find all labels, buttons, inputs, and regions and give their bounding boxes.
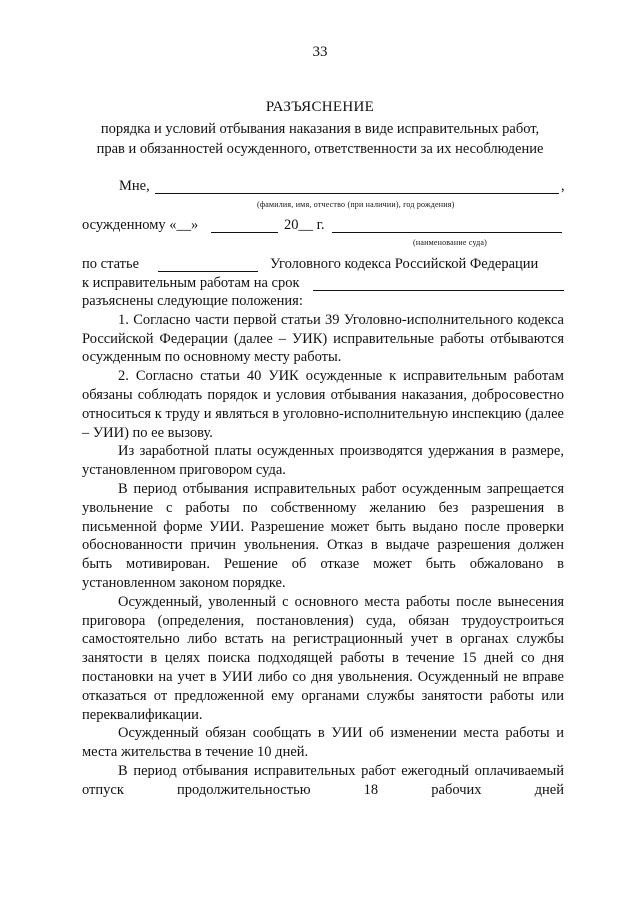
code-label: Уголовного кодекса Российской Федерации xyxy=(270,256,539,272)
paragraph-2: 2. Согласно статьи 40 УИК осужденные к исправительным работам обязаны соблюдать порядок и условия отбывания наказания, добросовестно относиться к труду и являться в уголовно-исполнительную инспекцию (далее – УИИ) по ее вызову. xyxy=(82,368,564,441)
document-title: РАЗЪЯСНЕНИЕ xyxy=(265,99,375,115)
intro-line: разъяснены следующие положения: xyxy=(82,293,303,309)
date-line[interactable] xyxy=(211,232,278,233)
paragraph-7: В период отбывания исправительных работ ежегодный оплачиваемый отпуск продолжительностью 18 рабочих дней xyxy=(82,762,564,798)
title-subline-2: прав и обязанностей осужденного, ответственности за их несоблюдение xyxy=(96,141,544,157)
term-label: к исправительным работам на срок xyxy=(82,275,300,291)
me-label: Мне, xyxy=(119,178,150,194)
year-label: 20__ г. xyxy=(284,217,325,233)
explanation-body xyxy=(82,292,564,800)
term-line[interactable] xyxy=(313,290,564,291)
me-end-comma: , xyxy=(561,178,565,194)
paragraph-6: Осужденный обязан сообщать в УИИ об изменении места работы и места жительства в течение 10 дней. xyxy=(82,725,564,761)
convicted-label: осужденному «__» xyxy=(82,217,199,233)
article-line[interactable] xyxy=(158,271,258,272)
name-hint: (фамилия, имя, отчество (при наличии), год рождения) xyxy=(257,200,455,209)
paragraph-4: В период отбывания исправительных работ осужденным запрещается увольнение с работы по собственному желанию без разрешения в письменной форме УИИ. Разрешение может быть выдано после проверки обоснованности причин увольнения. Отказ в выдаче разрешения должен быть мотивирован. Решение об отказе может быть обжаловано в установленном законом порядке. xyxy=(82,480,564,591)
page-number: 33 xyxy=(312,44,328,60)
paragraph-1: 1. Согласно части первой статьи 39 Уголовно-исполнительного кодекса Российской Федерации (далее – УИК) исправительные работы отбываются осужденным по основному месту работы. xyxy=(82,311,564,366)
title-subline-1: порядка и условий отбывания наказания в виде исправительных работ, xyxy=(100,121,540,137)
court-hint: (наименование суда) xyxy=(413,238,488,247)
paragraph-3: Из заработной платы осужденных производятся удержания в размере, установленном приговором суда. xyxy=(82,443,564,479)
article-label: по статье xyxy=(82,256,140,272)
name-line[interactable] xyxy=(155,193,559,194)
paragraph-5: Осужденный, уволенный с основного места работы после вынесения приговора (определения, постановления) суда, обязан трудоустроиться самостоятельно либо встать на регистрационный учет в органах службы занятости в целях поиска подходящей работы в течение 15 дней со дня постановки на учет в УИИ либо со дня увольнения. Осужденный не вправе отказаться от предложенной ему органами службы занятости работы или переквалификации. xyxy=(82,593,564,723)
court-line[interactable] xyxy=(332,232,562,233)
